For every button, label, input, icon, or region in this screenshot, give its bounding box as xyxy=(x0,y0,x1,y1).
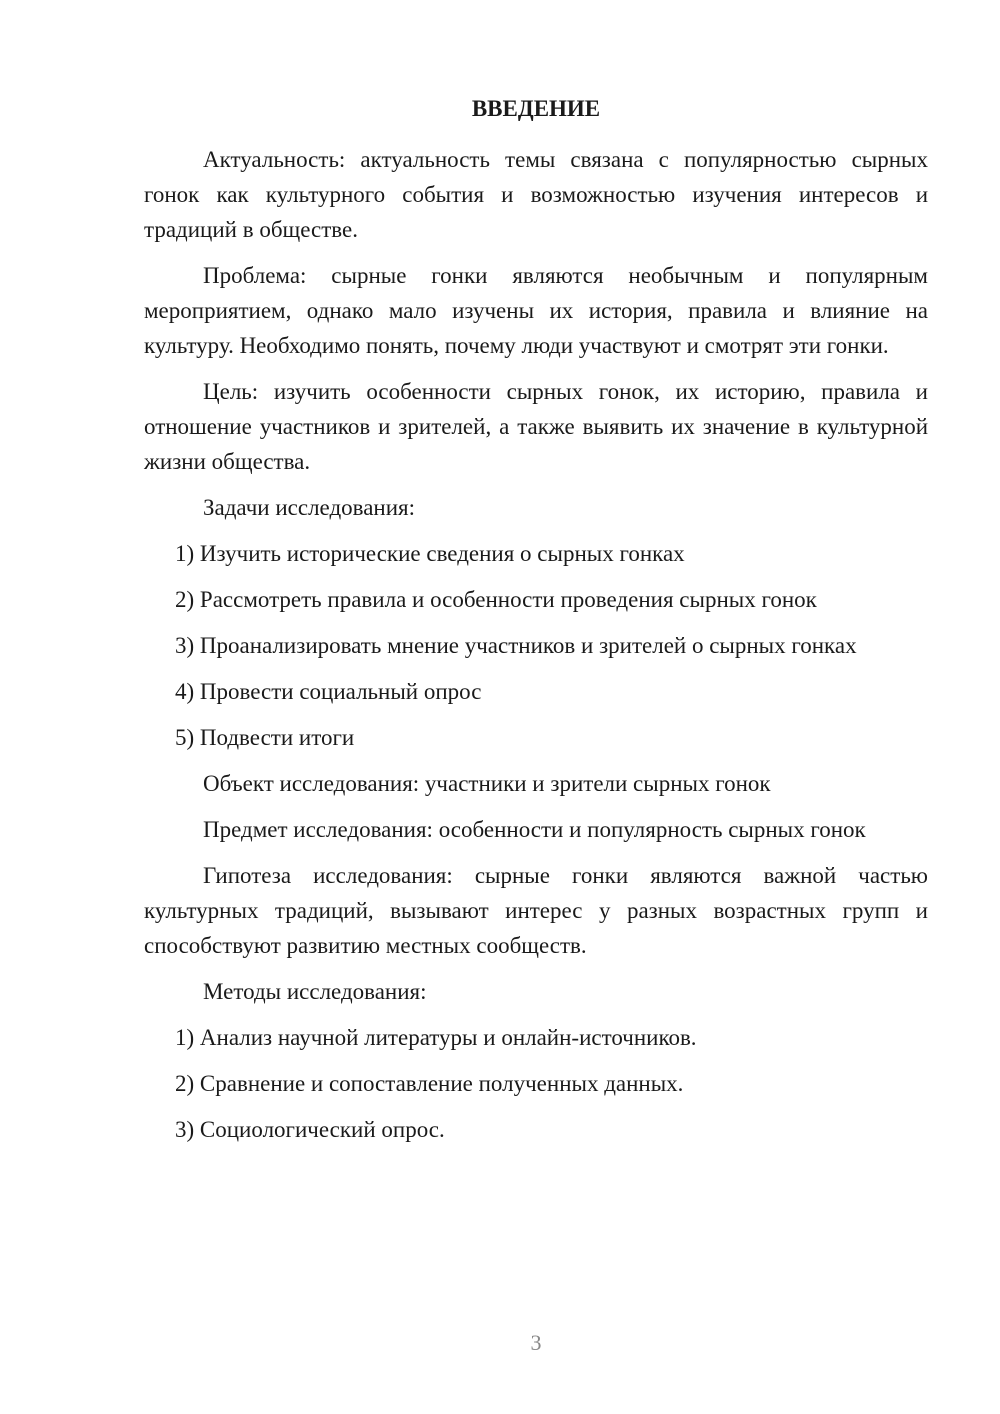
tasks-list xyxy=(144,536,928,755)
list-item: 2) Сравнение и сопоставление полученных данных. xyxy=(175,1071,684,1096)
methods-heading: Методы исследования: xyxy=(203,979,427,1004)
list-item: 4) Провести социальный опрос xyxy=(175,679,482,704)
page-number: 3 xyxy=(530,1330,542,1355)
list-item: 3) Проанализировать мнение участников и зрителей о сырных гонках xyxy=(175,633,857,658)
list-item: 3) Социологический опрос. xyxy=(175,1117,445,1142)
list-item: 1) Изучить исторические сведения о сырных гонках xyxy=(175,541,685,566)
document-page xyxy=(144,92,928,1158)
list-item: 1) Анализ научной литературы и онлайн-источников. xyxy=(175,1025,697,1050)
object-line: Объект исследования: участники и зрители сырных гонок xyxy=(203,771,771,796)
subject-line: Предмет исследования: особенности и популярность сырных гонок xyxy=(203,817,866,842)
tasks-heading: Задачи исследования: xyxy=(203,495,416,520)
page-title: ВВЕДЕНИЕ xyxy=(471,96,601,121)
hypothesis-paragraph: Гипотеза исследования: сырные гонки являются важной частью культурных традиций, вызывают интерес у разных возрастных групп и способствуют развитию местных сообществ. xyxy=(144,863,928,958)
methods-list xyxy=(144,1020,928,1147)
relevance-paragraph: Актуальность: актуальность темы связана с популярностью сырных гонок как культурного события и возможностью изучения интересов и традиций в обществе. xyxy=(144,147,928,242)
goal-paragraph: Цель: изучить особенности сырных гонок, их историю, правила и отношение участников и зрителей, а также выявить их значение в культурной жизни общества. xyxy=(144,379,928,474)
list-item: 5) Подвести итоги xyxy=(175,725,355,750)
list-item: 2) Рассмотреть правила и особенности проведения сырных гонок xyxy=(175,587,817,612)
problem-paragraph: Проблема: сырные гонки являются необычным и популярным мероприятием, однако мало изучены их история, правила и влияние на культуру. Необходимо понять, почему люди участвуют и смотрят эти гонки. xyxy=(144,263,928,358)
